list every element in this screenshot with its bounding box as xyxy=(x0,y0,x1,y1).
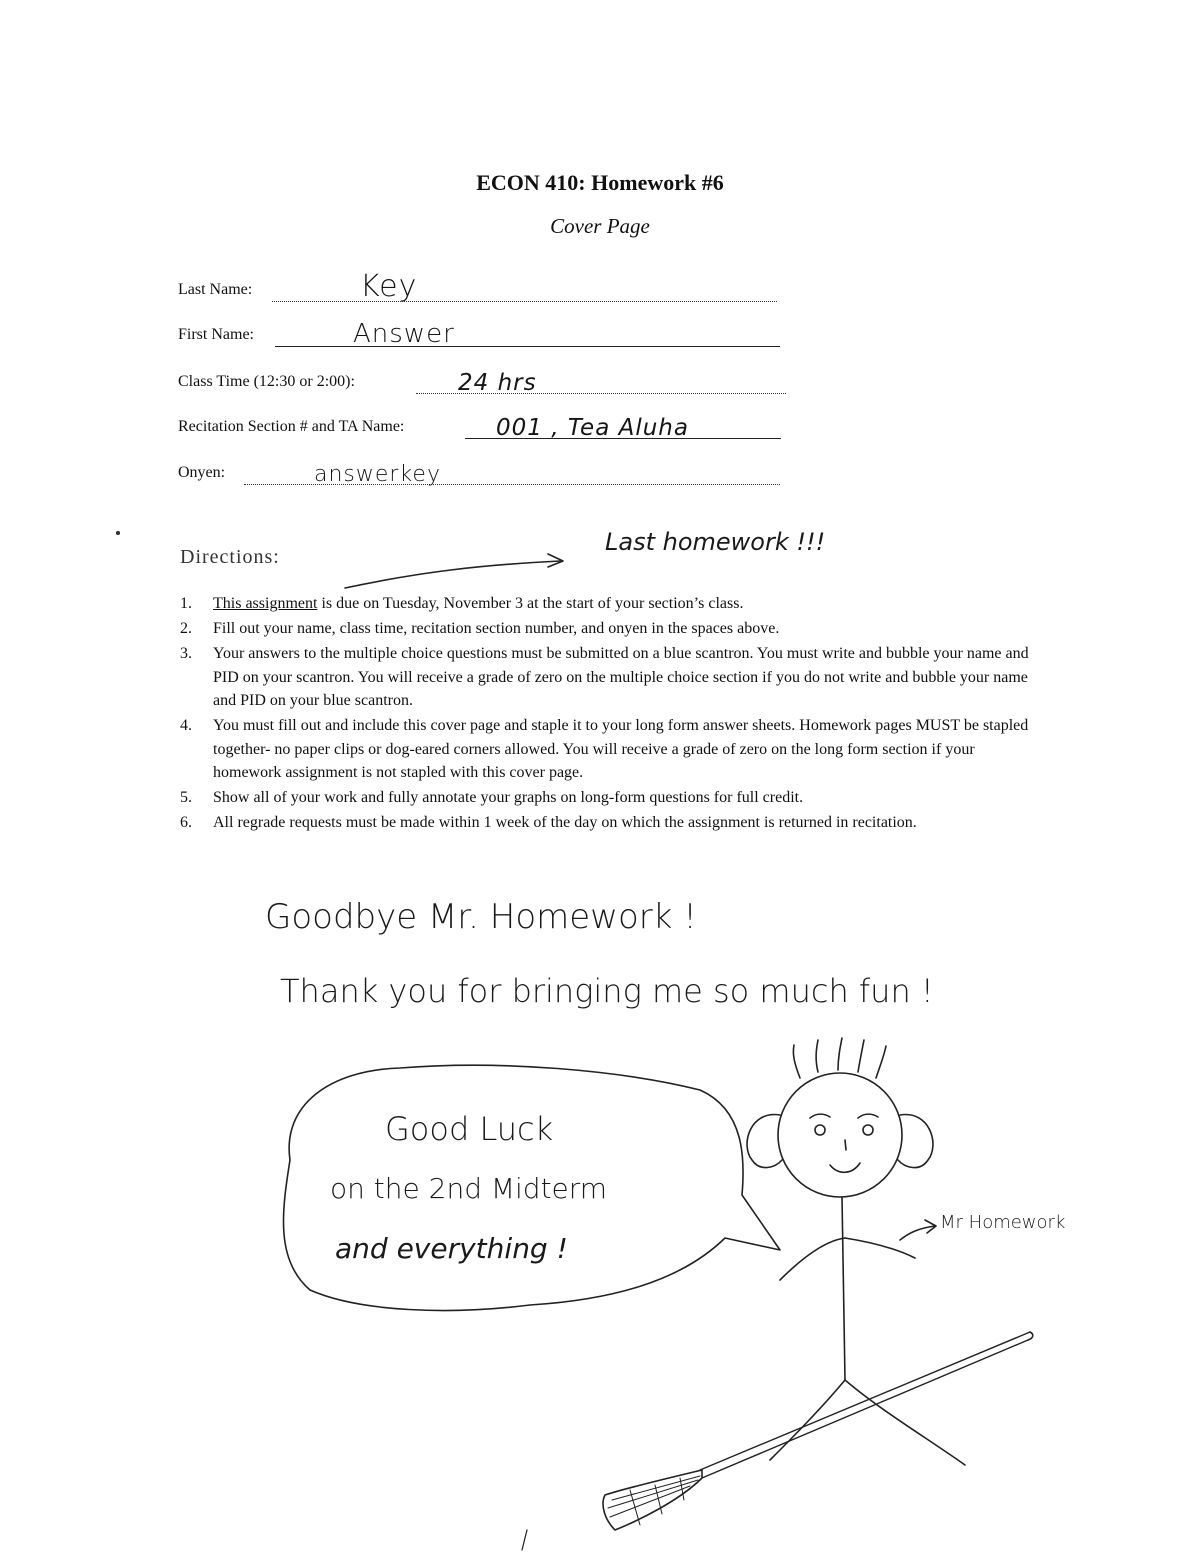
recitation-field xyxy=(178,405,783,439)
onyen-label: Onyen: xyxy=(178,464,226,481)
mr-homework-label: Mr Homework xyxy=(940,1212,1066,1233)
last-homework-note: Last homework !!! xyxy=(605,528,826,556)
bubble-text-line-1: Good Luck xyxy=(385,1110,554,1148)
onyen-value: answerkey xyxy=(314,462,441,487)
figure-head-icon xyxy=(778,1073,902,1197)
last-name-field xyxy=(178,268,783,302)
page-title: ECON 410: Homework #6 xyxy=(476,170,724,195)
first-name-value: Answer xyxy=(353,319,455,349)
first-name-label: First Name: xyxy=(178,326,254,343)
note-arrow-icon xyxy=(345,561,560,588)
goodbye-note: Goodbye Mr. Homework ! xyxy=(265,897,697,937)
page-subtitle: Cover Page xyxy=(550,214,650,238)
recitation-value: 001 , Tea Aluha xyxy=(496,415,689,441)
list-item: 2. Fill out your name, class time, recitation section number, and onyen in the spaces above. xyxy=(180,620,780,638)
recitation-label: Recitation Section # and TA Name: xyxy=(178,418,405,435)
first-name-line xyxy=(275,346,780,347)
list-item: 3. Your answers to the multiple choice questions must be submitted on a blue scantron. You must write and bubble your name and PID on your scantron. You will receive a grade of zero on the multiple choice section if you do not write and bubble your name and PID on your blue scantron. xyxy=(180,645,1029,710)
bubble-text-line-2: on the 2nd Midterm xyxy=(330,1172,608,1205)
list-item: 4. You must fill out and include this cover page and staple it to your long form answer sheets. Homework pages MUST be stapled together- no paper clips or dog-eared corners allowed. You will receive a grade of zero on the long form section if your homework assignment is not stapled with this cover page. xyxy=(180,717,1029,782)
onyen-field xyxy=(178,451,783,485)
class-time-label: Class Time (12:30 or 2:00): xyxy=(178,373,355,390)
list-item: 6. All regrade requests must be made within 1 week of the day on which the assignment is returned in recitation. xyxy=(180,814,917,832)
last-name-value: Key xyxy=(360,269,418,304)
first-name-field xyxy=(178,313,783,347)
list-item: 5. Show all of your work and fully annotate your graphs on long-form questions for full credit. xyxy=(180,789,804,807)
thanks-note: Thank you for bringing me so much fun ! xyxy=(280,972,934,1010)
last-name-line xyxy=(272,301,777,302)
class-time-field xyxy=(178,360,783,394)
list-item: 1. This assignment is due on Tuesday, November 3 at the start of your section’s class. xyxy=(180,595,744,612)
directions-list xyxy=(180,592,1030,837)
directions-heading: Directions: xyxy=(180,546,280,568)
last-name-label: Last Name: xyxy=(178,281,253,298)
bubble-text-line-3: and everything ! xyxy=(335,1232,568,1265)
class-time-value: 24 hrs xyxy=(458,370,537,396)
